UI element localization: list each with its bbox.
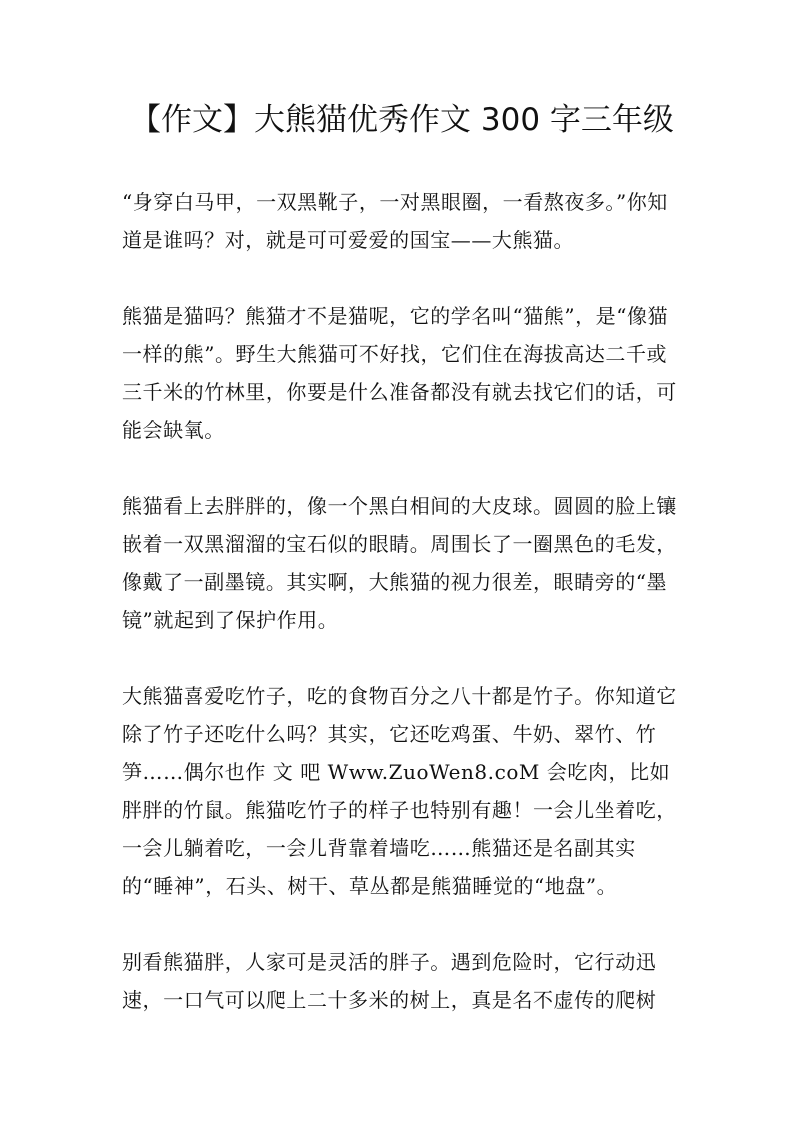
paragraph-3: 熊猫看上去胖胖的，像一个黑白相间的大皮球。圆圆的脸上镶嵌着一双黑溜溜的宝石似的眼睛。周围长了一圈黑色的毛发，像戴了一副墨镜。其实啊，大熊猫的视力很差，眼睛旁的“墨镜”就起到了保护作用。	[122, 494, 677, 632]
page-title: 【作文】大熊猫优秀作文 300 字三年级	[130, 102, 674, 138]
essay-body	[122, 183, 682, 1019]
paragraph-5: 别看熊猫胖，人家可是灵活的胖子。遇到危险时，它行动迅速，一口气可以爬上二十多米的树上，真是名不虚传的爬树	[122, 950, 657, 1012]
paragraph-2: 熊猫是猫吗？熊猫才不是猫呢，它的学名叫“猫熊”，是“像猫一样的熊”。野生大熊猫可不好找，它们住在海拔高达二千或三千米的竹林里，你要是什么准备都没有就去找它们的话，可能会缺氧。	[122, 304, 677, 442]
paragraph-4: 大熊猫喜爱吃竹子，吃的食物百分之八十都是竹子。你知道它除了竹子还吃什么吗？其实，它还吃鸡蛋、牛奶、翠竹、竹笋……偶尔也作 文 吧 Www.ZuoWen8.coM 会吃肉，比如胖胖的竹鼠。熊猫吃竹子的样子也特别有趣！一会儿坐着吃，一会儿躺着吃，一会儿背靠着墙吃……熊猫还是名副其实的“睡神”，石头、树干、草丛都是熊猫睡觉的“地盘”。	[122, 684, 677, 898]
paragraph-1: “身穿白马甲，一双黑靴子，一对黑眼圈，一看熬夜多。”你知道是谁吗？对，就是可可爱爱的国宝——大熊猫。	[122, 190, 668, 252]
